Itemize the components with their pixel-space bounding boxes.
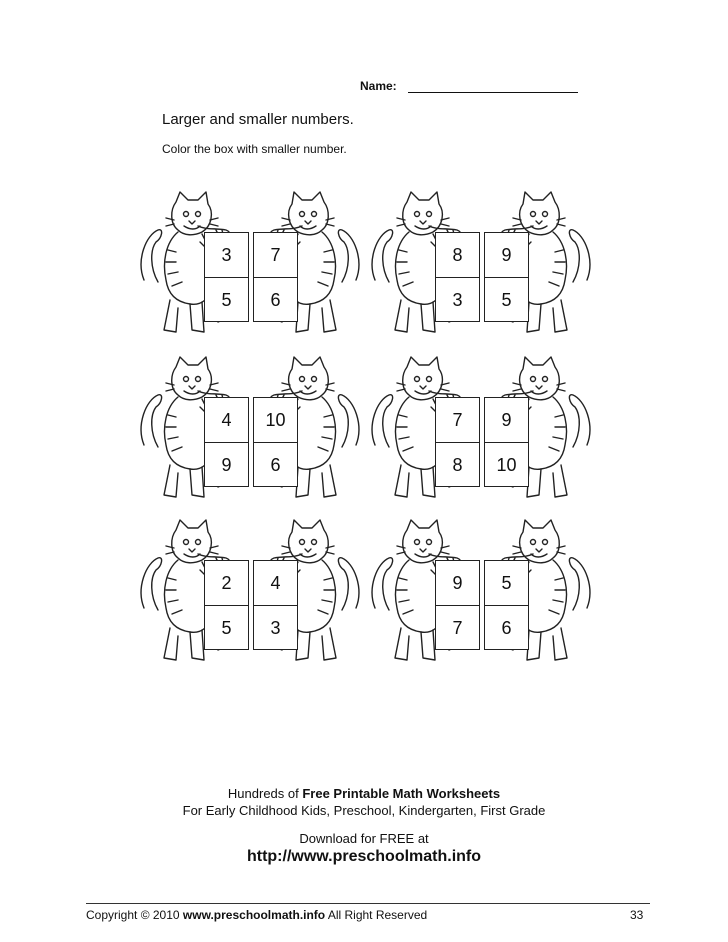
name-line[interactable] — [408, 92, 578, 93]
number-cell[interactable]: 4 — [254, 561, 297, 606]
number-box-left[interactable] — [204, 560, 249, 650]
copyright-prefix: Copyright © 2010 — [86, 908, 183, 922]
page-number: 33 — [630, 908, 644, 922]
cat-pair-scene — [367, 190, 595, 345]
number-box-right[interactable] — [253, 232, 298, 322]
number-cell[interactable]: 4 — [205, 398, 248, 443]
number-cell[interactable]: 7 — [436, 398, 479, 443]
footer-line-1 — [0, 786, 728, 801]
number-box-right[interactable] — [484, 560, 529, 650]
number-cell[interactable]: 9 — [485, 398, 528, 443]
number-box-right[interactable] — [484, 397, 529, 487]
number-cell[interactable]: 8 — [452, 454, 463, 475]
number-cell[interactable]: 6 — [270, 289, 281, 310]
footer-line-1-bold: Free Printable Math Worksheets — [302, 786, 501, 801]
number-cell[interactable]: 10 — [254, 398, 297, 443]
name-label: Name: — [360, 79, 397, 93]
number-cell[interactable]: 6 — [501, 617, 512, 638]
copyright-site-link[interactable]: www.preschoolmath.info — [182, 908, 326, 922]
number-cell[interactable]: 9 — [436, 561, 479, 606]
footer-line-3: Download for FREE at — [299, 831, 429, 846]
number-box-left[interactable] — [435, 560, 480, 650]
footer-url-link[interactable]: http://www.preschoolmath.info — [246, 848, 482, 865]
number-cell[interactable]: 5 — [221, 289, 232, 310]
cat-pair-scene — [136, 190, 364, 345]
copyright-text — [86, 908, 427, 922]
copyright-suffix: All Right Reserved — [325, 908, 428, 922]
number-cell[interactable]: 3 — [452, 289, 463, 310]
number-cell[interactable]: 8 — [436, 233, 479, 278]
cat-pair-scene — [367, 518, 595, 673]
number-cell[interactable]: 3 — [270, 617, 281, 638]
worksheet-title: Larger and smaller numbers. — [162, 111, 354, 128]
number-box-left[interactable] — [435, 232, 480, 322]
number-cell[interactable]: 5 — [501, 289, 512, 310]
number-box-left[interactable] — [204, 397, 249, 487]
number-cell[interactable]: 6 — [270, 454, 281, 475]
cat-pair-scene — [367, 355, 595, 510]
cat-pair-scene — [136, 355, 364, 510]
worksheet-instruction: Color the box with smaller number. — [162, 142, 347, 156]
footer-line-1-prefix: Hundreds of — [227, 786, 303, 801]
number-box-right[interactable] — [253, 397, 298, 487]
number-box-left[interactable] — [204, 232, 249, 322]
number-cell[interactable]: 5 — [485, 561, 528, 606]
number-cell[interactable]: 10 — [496, 454, 517, 475]
footer-divider — [86, 903, 650, 904]
number-cell[interactable]: 7 — [452, 617, 463, 638]
number-box-right[interactable] — [484, 232, 529, 322]
number-cell[interactable]: 9 — [221, 454, 232, 475]
number-cell[interactable]: 3 — [205, 233, 248, 278]
number-cell[interactable]: 2 — [205, 561, 248, 606]
number-box-right[interactable] — [253, 560, 298, 650]
number-cell[interactable]: 5 — [221, 617, 232, 638]
number-cell[interactable]: 7 — [254, 233, 297, 278]
cat-pair-scene — [136, 518, 364, 673]
number-cell[interactable]: 9 — [485, 233, 528, 278]
number-box-left[interactable] — [435, 397, 480, 487]
footer-line-2: For Early Childhood Kids, Preschool, Kindergarten, First Grade — [182, 803, 546, 818]
